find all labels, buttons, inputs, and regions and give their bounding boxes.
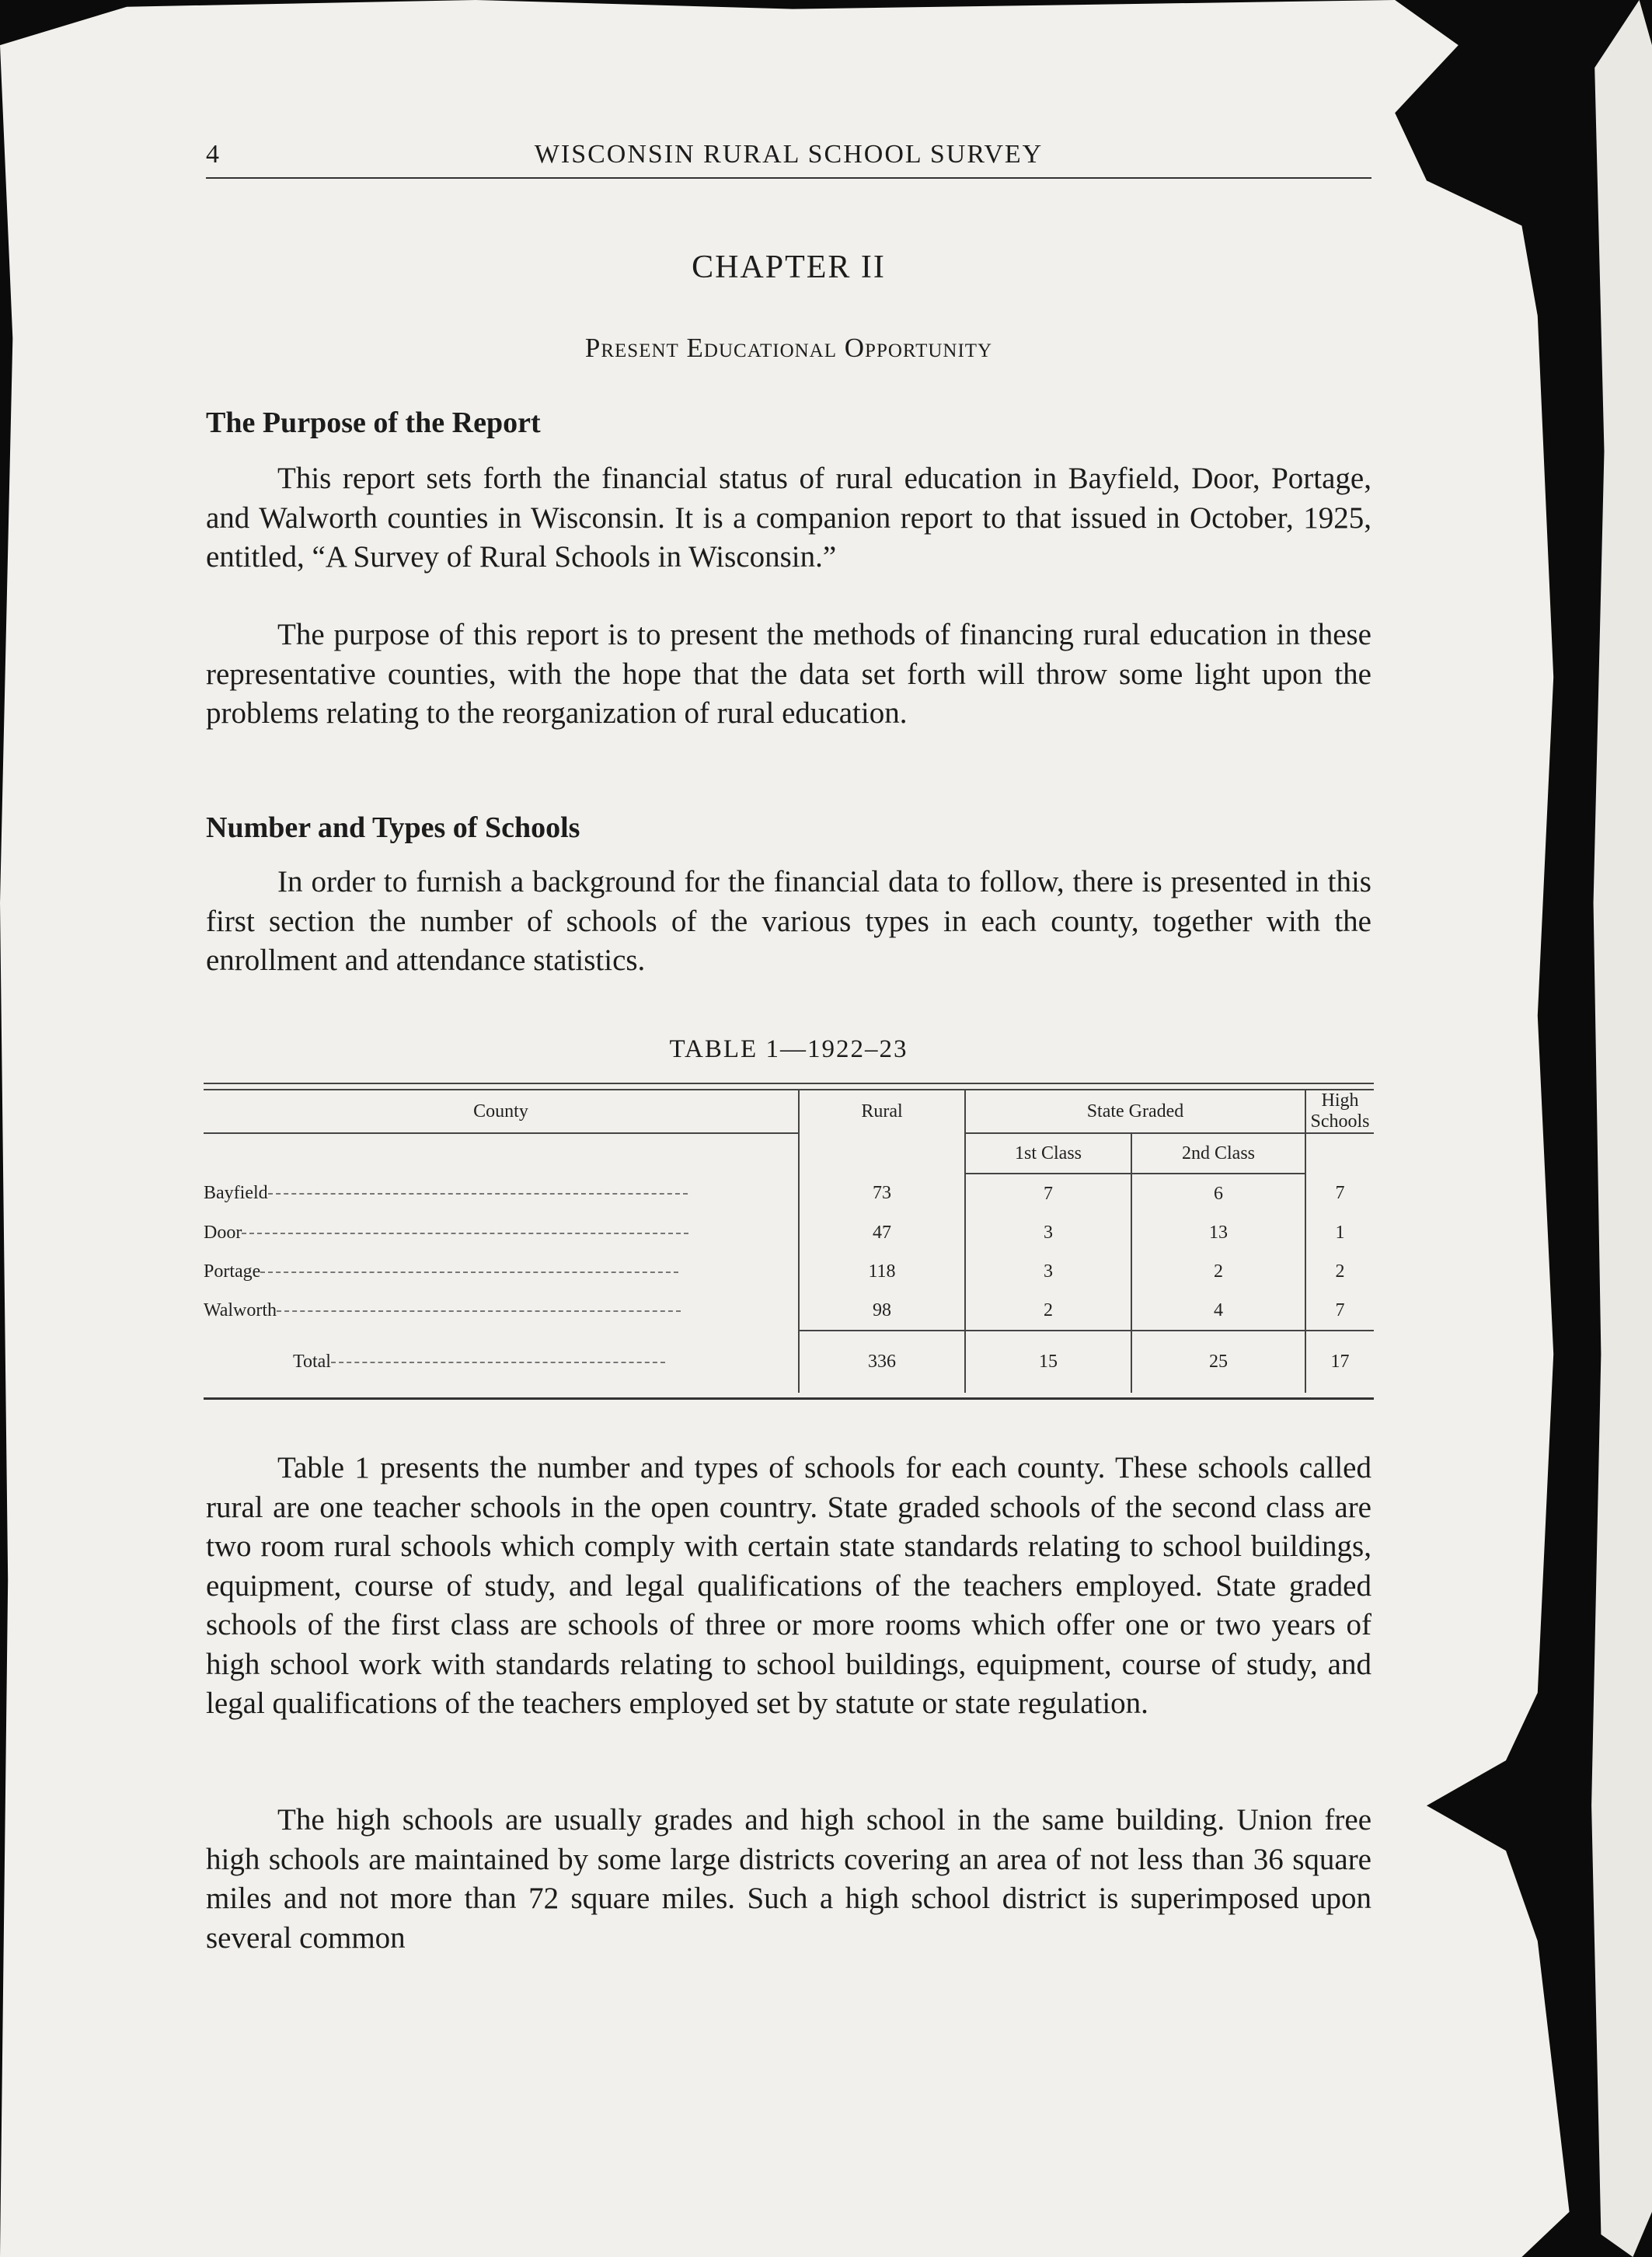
cell-total-first-class: 15 [965, 1331, 1131, 1393]
section-heading-schools: Number and Types of Schools [206, 811, 580, 844]
cell-high-schools: 7 [1305, 1291, 1374, 1331]
cell-rural: 47 [799, 1213, 965, 1252]
cell-first-class: 3 [965, 1252, 1131, 1291]
cell-first-class: 7 [965, 1174, 1131, 1213]
chapter-number: CHAPTER II [692, 249, 886, 285]
county-name: Walworth [204, 1300, 277, 1320]
col-second-class: 2nd Class [1131, 1133, 1305, 1174]
cell-high-schools: 7 [1305, 1174, 1374, 1213]
paragraph-table-explanation-2: The high schools are usually grades and high school in the same building. Union free high schools are maintained by some large districts covering an area of not less than 36 square miles and not more than 72 square miles. Such a high school district is superimposed upon several common [206, 1803, 1371, 1955]
cell-first-class: 3 [965, 1213, 1131, 1252]
cell-first-class: 2 [965, 1291, 1131, 1331]
table-caption: TABLE 1—1922–23 [669, 1035, 908, 1063]
schools-table [204, 1083, 1374, 1400]
paragraph-schools-1: In order to furnish a background for the financial data to follow, there is presented in this first section the number of schools of the various types in each county, together with the enrollment and attendance statistics. [206, 865, 1371, 977]
running-title: WISCONSIN RURAL SCHOOL SURVEY [534, 140, 1044, 169]
cell-total-rural: 336 [799, 1331, 965, 1393]
paragraph-purpose-2: The purpose of this report is to present the methods of financing rural education in these representative counties, with the hope that the data set forth will throw some light upon the problems relating to the reorganization of rural education. [206, 618, 1371, 730]
cell-second-class: 13 [1131, 1213, 1305, 1252]
table-row [204, 1291, 1374, 1331]
col-rural: Rural [799, 1090, 965, 1133]
cell-high-schools: 2 [1305, 1252, 1374, 1291]
cell-second-class: 4 [1131, 1291, 1305, 1331]
paragraph-purpose-1: This report sets forth the financial status of rural education in Bayfield, Door, Portage, and Walworth counties in Wisconsin. It is a companion report to that issued in October, 1925, entitled, “A Survey of Rural Schools in Wisconsin.” [206, 462, 1371, 574]
cell-high-schools: 1 [1305, 1213, 1374, 1252]
adjacent-page-edge [1588, 0, 1652, 2257]
chapter-title: Present Educational Opportunity [584, 333, 993, 363]
cell-rural: 118 [799, 1252, 965, 1291]
table-row [204, 1213, 1374, 1252]
running-header [206, 137, 1371, 179]
col-first-class: 1st Class [965, 1133, 1131, 1174]
cell-total-high-schools: 17 [1305, 1331, 1374, 1393]
cell-rural: 73 [799, 1174, 965, 1213]
page-number: 4 [206, 140, 221, 169]
cell-second-class: 6 [1131, 1174, 1305, 1213]
col-high-schools: High Schools [1305, 1090, 1374, 1133]
col-state-graded: State Graded [965, 1090, 1305, 1133]
table-row-total [204, 1331, 1374, 1393]
county-name: Door [204, 1222, 242, 1243]
col-county: County [204, 1090, 799, 1133]
cell-rural: 98 [799, 1291, 965, 1331]
paragraph-table-explanation-1: Table 1 presents the number and types of schools for each county. These schools called rural are one teacher schools in the open country. State graded schools of the second class are two room rural schools which comply with certain state standards relating to school buildings, equipment, course of study, and legal qualifications of the teachers employed. State graded schools of the first class are schools of three or more rooms which offer one or two years of high school work with standards relating to school buildings, equipment, course of study, and legal qualifications of the teachers employed set by statute or state regulation. [206, 1451, 1371, 1720]
table-row [204, 1252, 1374, 1291]
cell-total-second-class: 25 [1131, 1331, 1305, 1393]
county-name: Portage [204, 1261, 261, 1282]
section-heading-purpose: The Purpose of the Report [206, 406, 541, 439]
county-name: Bayfield [204, 1183, 268, 1203]
table-row [204, 1174, 1374, 1213]
cell-second-class: 2 [1131, 1252, 1305, 1291]
total-label: Total [293, 1351, 331, 1372]
